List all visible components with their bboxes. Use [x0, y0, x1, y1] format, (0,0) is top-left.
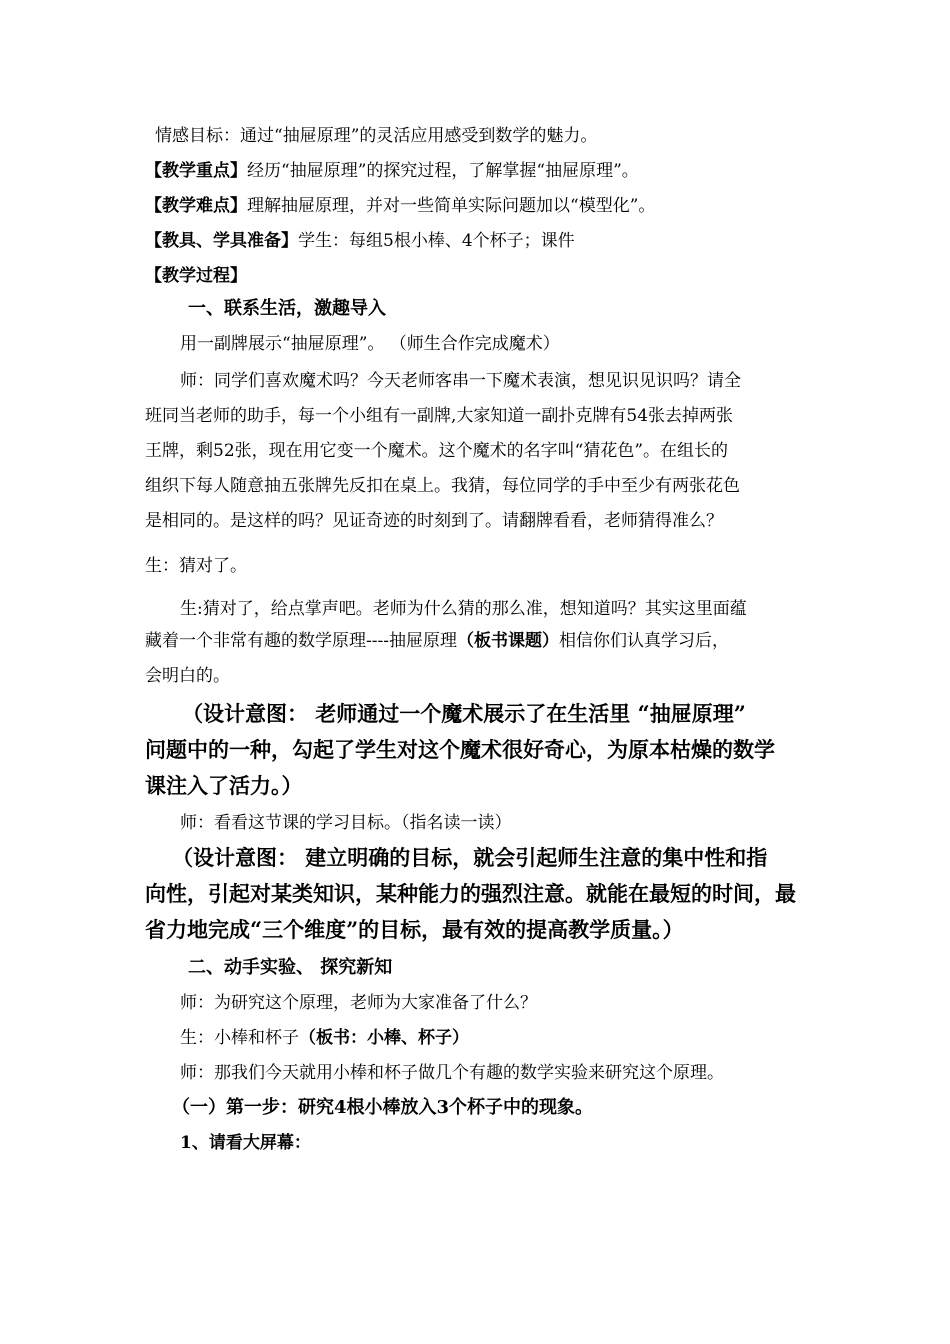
materials-text: 学生：每组5根小棒、4个杯子；课件 [298, 231, 575, 251]
design-intent-1-line-1: （设计意图： 老师通过一个魔术展示了在生活里 “抽屉原理” [182, 701, 746, 726]
magic-paragraph-line-3: 王牌，剩52张，现在用它变一个魔术。这个魔术的名字叫“猜花色”。在组长的 [145, 441, 729, 461]
teaching-difficulty-text: 理解抽屉原理，并对一些简单实际问题加以“模型化”。 [247, 196, 656, 216]
teacher-question-line: 师：为研究这个原理，老师为大家准备了什么？ [180, 993, 537, 1013]
section-two-heading: 二、动手实验、 探究新知 [188, 957, 393, 978]
teaching-difficulty-label: 【教学难点】 [145, 196, 247, 216]
explain-paragraph-line-1: 生:猜对了，给点掌声吧。老师为什么猜的那么准，想知道吗？其实这里面蕴 [180, 599, 747, 619]
teaching-difficulty-line [145, 195, 815, 217]
magic-paragraph-line-2: 班同当老师的助手，每一个小组有一副牌,大家知道一副扑克牌有54张去掉两张 [145, 406, 734, 426]
emotion-goal-line [155, 125, 825, 147]
design-intent-2-line-2: 向性，引起对某类知识，某种能力的强烈注意。就能在最短的时间，最 [145, 881, 796, 906]
teaching-focus-label: 【教学重点】 [145, 161, 247, 181]
student-answer-line [180, 1027, 850, 1049]
emotion-goal-text: 情感目标：通过“抽屉原理”的灵活应用感受到数学的魅力。 [155, 126, 598, 146]
design-intent-2-line-3: 省力地完成“三个维度”的目标，最有效的提高教学质量。） [145, 917, 684, 942]
look-at-screen-line: 1、请看大屏幕： [180, 1133, 311, 1153]
experiment-intro-line: 师：那我们今天就用小棒和杯子做几个有趣的数学实验来研究这个原理。 [180, 1063, 724, 1083]
step-one-heading: （一）第一步：研究4根小棒放入3个杯子中的现象。 [172, 1097, 594, 1118]
student-answer-text: 生：小棒和杯子 [180, 1028, 299, 1048]
explain-paragraph-line-2 [145, 630, 815, 652]
explain-line-2-text: 藏着一个非常有趣的数学原理----抽屉原理 [145, 631, 457, 651]
design-intent-2-line-1: （设计意图： 建立明确的目标，就会引起师生注意的集中性和指 [172, 845, 768, 870]
magic-paragraph-line-1: 师：同学们喜欢魔术吗？今天老师客串一下魔术表演，想见识见识吗？请全 [180, 371, 741, 391]
design-intent-1-line-2: 问题中的一种，勾起了学生对这个魔术很好奇心，为原本枯燥的数学 [145, 737, 775, 762]
teaching-process-heading [145, 265, 815, 287]
teaching-process-label: 【教学过程】 [145, 266, 247, 286]
magic-paragraph-line-4: 组织下每人随意抽五张牌先反扣在桌上。我猜，每位同学的手中至少有两张花色 [145, 476, 740, 496]
explain-paragraph-line-3: 会明白的。 [145, 666, 230, 686]
materials-label: 【教具、学具准备】 [145, 231, 298, 251]
board-note-sticks-cups: （板书：小棒、杯子） [299, 1028, 469, 1048]
section-one-heading: 一、联系生活，激趣导入 [188, 298, 386, 319]
materials-line [145, 230, 815, 252]
card-demo-line: 用一副牌展示“抽屉原理”。 （师生合作完成魔术） [180, 334, 560, 354]
goals-line: 师：看看这节课的学习目标。（指名读一读） [180, 813, 512, 833]
magic-paragraph-line-5: 是相同的。是这样的吗？见证奇迹的时刻到了。请翻牌看看，老师猜得准么？ [145, 511, 723, 531]
board-title-note: （板书课题） [456, 631, 559, 651]
student-reply-line: 生：猜对了。 [145, 556, 247, 576]
teaching-focus-text: 经历“抽屉原理”的探究过程，了解掌握“抽屉原理”。 [247, 161, 639, 181]
teaching-focus-line [145, 160, 815, 182]
design-intent-1-line-3: 课注入了活力。） [145, 773, 303, 798]
explain-line-2-tail: 相信你们认真学习后， [558, 631, 729, 651]
